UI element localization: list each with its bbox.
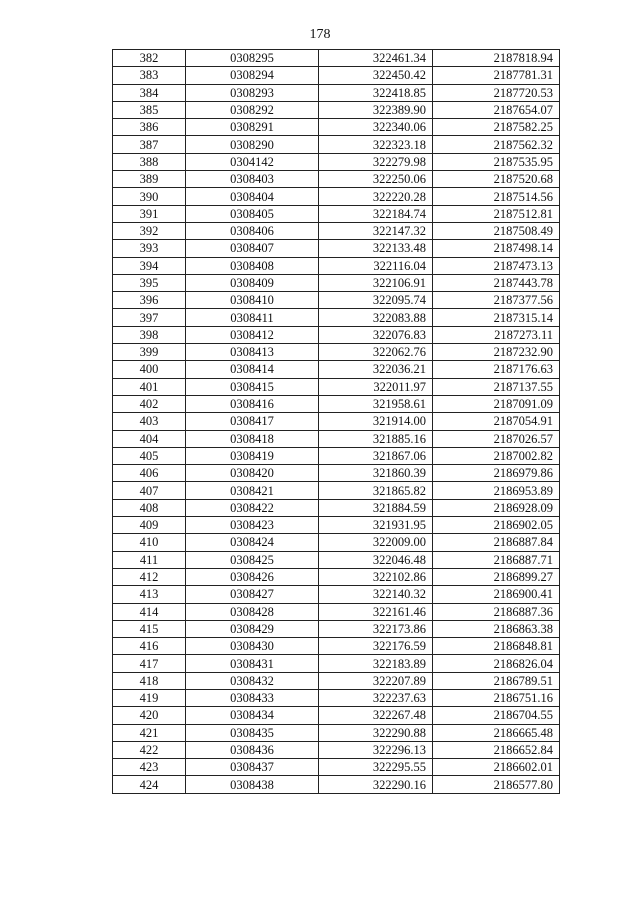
point-code-cell: 0308403 [186,171,319,188]
table-row [113,395,560,412]
point-code-cell: 0308427 [186,586,319,603]
point-code-cell: 0308406 [186,222,319,239]
x-coordinate-cell: 322116.04 [319,257,433,274]
point-code-cell: 0308417 [186,413,319,430]
table-row [113,741,560,758]
point-code-cell: 0308409 [186,274,319,291]
row-number-cell: 408 [113,499,186,516]
table-row [113,292,560,309]
point-code-cell: 0308414 [186,361,319,378]
x-coordinate-cell: 321958.61 [319,395,433,412]
point-code-cell: 0308438 [186,776,319,793]
x-coordinate-cell: 322450.42 [319,67,433,84]
table-row [113,257,560,274]
point-code-cell: 0308410 [186,292,319,309]
x-coordinate-cell: 322036.21 [319,361,433,378]
x-coordinate-cell: 322147.32 [319,222,433,239]
point-code-cell: 0308422 [186,499,319,516]
coordinates-table [112,49,560,794]
point-code-cell: 0308294 [186,67,319,84]
row-number-cell: 397 [113,309,186,326]
point-code-cell: 0308435 [186,724,319,741]
x-coordinate-cell: 322046.48 [319,551,433,568]
x-coordinate-cell: 321860.39 [319,465,433,482]
row-number-cell: 418 [113,672,186,689]
table-row [113,568,560,585]
point-code-cell: 0308407 [186,240,319,257]
x-coordinate-cell: 322009.00 [319,534,433,551]
point-code-cell: 0308431 [186,655,319,672]
x-coordinate-cell: 321867.06 [319,447,433,464]
row-number-cell: 415 [113,620,186,637]
table-row [113,326,560,343]
x-coordinate-cell: 322106.91 [319,274,433,291]
table-row [113,517,560,534]
table-row [113,776,560,793]
point-code-cell: 0308412 [186,326,319,343]
x-coordinate-cell: 322183.89 [319,655,433,672]
x-coordinate-cell: 322295.55 [319,759,433,776]
point-code-cell: 0308404 [186,188,319,205]
table-row [113,689,560,706]
y-coordinate-cell: 2187781.31 [433,67,560,84]
table-row [113,655,560,672]
row-number-cell: 391 [113,205,186,222]
y-coordinate-cell: 2186887.36 [433,603,560,620]
x-coordinate-cell: 322250.06 [319,171,433,188]
x-coordinate-cell: 322102.86 [319,568,433,585]
point-code-cell: 0308436 [186,741,319,758]
point-code-cell: 0308433 [186,689,319,706]
table-row [113,188,560,205]
y-coordinate-cell: 2186863.38 [433,620,560,637]
y-coordinate-cell: 2187026.57 [433,430,560,447]
point-code-cell: 0308293 [186,84,319,101]
table-row [113,413,560,430]
x-coordinate-cell: 322279.98 [319,153,433,170]
row-number-cell: 421 [113,724,186,741]
y-coordinate-cell: 2187176.63 [433,361,560,378]
row-number-cell: 407 [113,482,186,499]
point-code-cell: 0308429 [186,620,319,637]
table-row [113,222,560,239]
page-number: 178 [309,27,331,42]
row-number-cell: 384 [113,84,186,101]
x-coordinate-cell: 322290.88 [319,724,433,741]
y-coordinate-cell: 2187273.11 [433,326,560,343]
row-number-cell: 411 [113,551,186,568]
x-coordinate-cell: 321885.16 [319,430,433,447]
row-number-cell: 387 [113,136,186,153]
table-row [113,551,560,568]
table-row [113,240,560,257]
x-coordinate-cell: 322340.06 [319,119,433,136]
x-coordinate-cell: 322323.18 [319,136,433,153]
y-coordinate-cell: 2187562.32 [433,136,560,153]
row-number-cell: 414 [113,603,186,620]
table-row [113,638,560,655]
y-coordinate-cell: 2187508.49 [433,222,560,239]
y-coordinate-cell: 2187137.55 [433,378,560,395]
row-number-cell: 390 [113,188,186,205]
y-coordinate-cell: 2187498.14 [433,240,560,257]
x-coordinate-cell: 322083.88 [319,309,433,326]
point-code-cell: 0308423 [186,517,319,534]
row-number-cell: 400 [113,361,186,378]
row-number-cell: 412 [113,568,186,585]
row-number-cell: 395 [113,274,186,291]
y-coordinate-cell: 2186751.16 [433,689,560,706]
table-row [113,67,560,84]
x-coordinate-cell: 321931.95 [319,517,433,534]
row-number-cell: 422 [113,741,186,758]
row-number-cell: 396 [113,292,186,309]
row-number-cell: 416 [113,638,186,655]
row-number-cell: 420 [113,707,186,724]
point-code-cell: 0308419 [186,447,319,464]
table-row [113,50,560,67]
y-coordinate-cell: 2186979.86 [433,465,560,482]
row-number-cell: 383 [113,67,186,84]
row-number-cell: 398 [113,326,186,343]
y-coordinate-cell: 2186900.41 [433,586,560,603]
y-coordinate-cell: 2186899.27 [433,568,560,585]
y-coordinate-cell: 2186665.48 [433,724,560,741]
x-coordinate-cell: 322389.90 [319,101,433,118]
x-coordinate-cell: 322207.89 [319,672,433,689]
y-coordinate-cell: 2187232.90 [433,344,560,361]
point-code-cell: 0308434 [186,707,319,724]
table-row [113,205,560,222]
table-row [113,534,560,551]
x-coordinate-cell: 322140.32 [319,586,433,603]
point-code-cell: 0308295 [186,50,319,67]
table-row [113,603,560,620]
x-coordinate-cell: 322076.83 [319,326,433,343]
table-row [113,707,560,724]
point-code-cell: 0308418 [186,430,319,447]
row-number-cell: 382 [113,50,186,67]
point-code-cell: 0308415 [186,378,319,395]
x-coordinate-cell: 322133.48 [319,240,433,257]
row-number-cell: 409 [113,517,186,534]
point-code-cell: 0308411 [186,309,319,326]
y-coordinate-cell: 2186887.84 [433,534,560,551]
y-coordinate-cell: 2187377.56 [433,292,560,309]
x-coordinate-cell: 322011.97 [319,378,433,395]
row-number-cell: 423 [113,759,186,776]
y-coordinate-cell: 2186826.04 [433,655,560,672]
y-coordinate-cell: 2186704.55 [433,707,560,724]
y-coordinate-cell: 2186953.89 [433,482,560,499]
point-code-cell: 0308424 [186,534,319,551]
table-row [113,378,560,395]
point-code-cell: 0308290 [186,136,319,153]
y-coordinate-cell: 2186928.09 [433,499,560,516]
y-coordinate-cell: 2187473.13 [433,257,560,274]
x-coordinate-cell: 322062.76 [319,344,433,361]
y-coordinate-cell: 2186789.51 [433,672,560,689]
table-row [113,482,560,499]
x-coordinate-cell: 321884.59 [319,499,433,516]
y-coordinate-cell: 2187315.14 [433,309,560,326]
y-coordinate-cell: 2186848.81 [433,638,560,655]
y-coordinate-cell: 2187514.56 [433,188,560,205]
table-row [113,171,560,188]
x-coordinate-cell: 322184.74 [319,205,433,222]
row-number-cell: 388 [113,153,186,170]
table-row [113,344,560,361]
table-row [113,136,560,153]
x-coordinate-cell: 322290.16 [319,776,433,793]
point-code-cell: 0308426 [186,568,319,585]
x-coordinate-cell: 322176.59 [319,638,433,655]
point-code-cell: 0308430 [186,638,319,655]
row-number-cell: 385 [113,101,186,118]
y-coordinate-cell: 2186887.71 [433,551,560,568]
y-coordinate-cell: 2186902.05 [433,517,560,534]
table-row [113,84,560,101]
y-coordinate-cell: 2187054.91 [433,413,560,430]
row-number-cell: 386 [113,119,186,136]
row-number-cell: 419 [113,689,186,706]
row-number-cell: 413 [113,586,186,603]
point-code-cell: 0308416 [186,395,319,412]
point-code-cell: 0304142 [186,153,319,170]
y-coordinate-cell: 2187443.78 [433,274,560,291]
y-coordinate-cell: 2187720.53 [433,84,560,101]
x-coordinate-cell: 322461.34 [319,50,433,67]
row-number-cell: 404 [113,430,186,447]
table-row [113,447,560,464]
y-coordinate-cell: 2187818.94 [433,50,560,67]
x-coordinate-cell: 321914.00 [319,413,433,430]
x-coordinate-cell: 322173.86 [319,620,433,637]
point-code-cell: 0308291 [186,119,319,136]
x-coordinate-cell: 321865.82 [319,482,433,499]
y-coordinate-cell: 2187512.81 [433,205,560,222]
y-coordinate-cell: 2187520.68 [433,171,560,188]
table-row [113,672,560,689]
row-number-cell: 402 [113,395,186,412]
row-number-cell: 399 [113,344,186,361]
row-number-cell: 392 [113,222,186,239]
x-coordinate-cell: 322095.74 [319,292,433,309]
table-row [113,724,560,741]
y-coordinate-cell: 2187091.09 [433,395,560,412]
point-code-cell: 0308437 [186,759,319,776]
x-coordinate-cell: 322267.48 [319,707,433,724]
row-number-cell: 389 [113,171,186,188]
table-row [113,101,560,118]
y-coordinate-cell: 2186602.01 [433,759,560,776]
table-row [113,153,560,170]
point-code-cell: 0308428 [186,603,319,620]
row-number-cell: 393 [113,240,186,257]
point-code-cell: 0308425 [186,551,319,568]
table-row [113,309,560,326]
row-number-cell: 424 [113,776,186,793]
point-code-cell: 0308405 [186,205,319,222]
y-coordinate-cell: 2187582.25 [433,119,560,136]
point-code-cell: 0308292 [186,101,319,118]
table-row [113,499,560,516]
row-number-cell: 394 [113,257,186,274]
table-row [113,430,560,447]
x-coordinate-cell: 322418.85 [319,84,433,101]
point-code-cell: 0308408 [186,257,319,274]
table-row [113,274,560,291]
y-coordinate-cell: 2186652.84 [433,741,560,758]
table-row [113,119,560,136]
point-code-cell: 0308421 [186,482,319,499]
table-row [113,620,560,637]
point-code-cell: 0308413 [186,344,319,361]
table-row [113,759,560,776]
row-number-cell: 405 [113,447,186,464]
y-coordinate-cell: 2187002.82 [433,447,560,464]
table-row [113,465,560,482]
table-row [113,586,560,603]
table-row [113,361,560,378]
row-number-cell: 406 [113,465,186,482]
y-coordinate-cell: 2187654.07 [433,101,560,118]
row-number-cell: 417 [113,655,186,672]
row-number-cell: 401 [113,378,186,395]
row-number-cell: 403 [113,413,186,430]
coordinates-table-body [113,50,560,794]
y-coordinate-cell: 2187535.95 [433,153,560,170]
x-coordinate-cell: 322220.28 [319,188,433,205]
point-code-cell: 0308420 [186,465,319,482]
row-number-cell: 410 [113,534,186,551]
point-code-cell: 0308432 [186,672,319,689]
y-coordinate-cell: 2186577.80 [433,776,560,793]
x-coordinate-cell: 322296.13 [319,741,433,758]
x-coordinate-cell: 322161.46 [319,603,433,620]
x-coordinate-cell: 322237.63 [319,689,433,706]
